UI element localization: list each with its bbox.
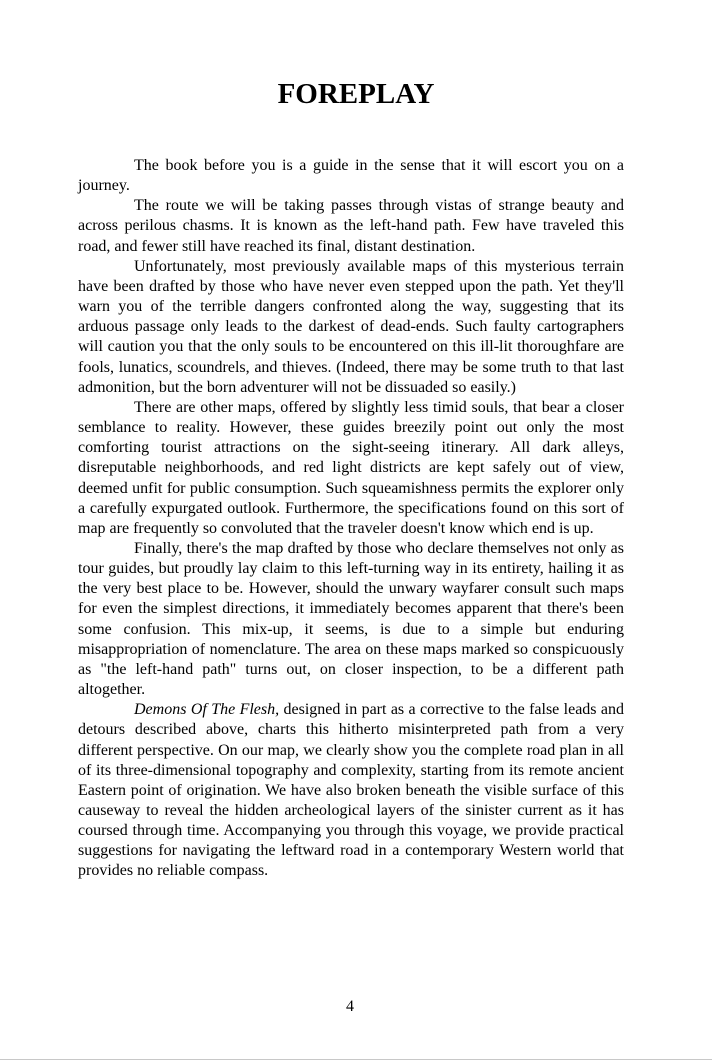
paragraph-6 [78,700,624,881]
paragraph-6-text: designed in part as a corrective to the false leads and detours described above, charts this hitherto misinterpreted path from a very different perspective. On our map, we clearly show you the complete road plan in all of its three-dimensional topography and complexity, starting from its remote ancient Eastern point of origination. We have also broken beneath the visible surface of this causeway to reveal the hidden archeological layers of the sinister current as it has coursed through time. Accompanying you through this voyage, we provide practical suggestions for navigating the leftward road in a contemporary Western world that provides no reliable compass. [78,701,625,880]
paragraph-5: Finally, there's the map drafted by those who declare themselves not only as tour guides, but proudly lay claim to this left-turning way in its entirety, hailing it as the very best place to be. However, should the unwary wayfarer consult such maps for even the simplest directions, it immediately becomes apparent that there's been some confusion. This mix-up, it seems, is due to a simple but enduring misappropriation of nomenclature. The area on these maps marked so conspicuously as "the left-hand path" turns out, on closer inspection, to be a different path altogether. [78,539,624,699]
paragraph-4: There are other maps, offered by slightly less timid souls, that bear a closer semblance to reality. However, these guides breezily point out only the most comforting tourist attractions on the sight-seeing itinerary. All dark alleys, disreputable neighborhoods, and red light districts are kept safely out of view, deemed unfit for public consumption. Such squeamishness permits the explorer only a carefully expurgated outlook. Furthermore, the specifications found on this sort of map are frequently so convoluted that the traveler doesn't know which end is up. [78,398,624,537]
page-number: 4 [346,998,354,1015]
paragraph-2: The route we will be taking passes through vistas of strange beauty and across perilous chasms. It is known as the left-hand path. Few have traveled this road, and fewer still have reached its final, distant destination. [78,197,624,255]
chapter-title: FOREPLAY [277,78,435,110]
paragraph-1: The book before you is a guide in the sense that it will escort you on a journey. [78,157,624,195]
chapter-body [78,156,624,882]
paragraph-3: Unfortunately, most previously available maps of this mysterious terrain have been drafted by those who have never even stepped upon the path. Yet they'll warn you of the terrible dangers confronted along the way, suggesting that its arduous passage only leads to the darkest of dead-ends. Such faulty cartographers will caution you that the only souls to be encountered on this ill-lit thoroughfare are fools, lunatics, scoundrels, and thieves. (Indeed, there may be some truth to that last admonition, but the born adventurer will not be dissuaded so easily.) [78,257,624,396]
book-title-italic: Demons Of The Flesh, [134,701,280,719]
